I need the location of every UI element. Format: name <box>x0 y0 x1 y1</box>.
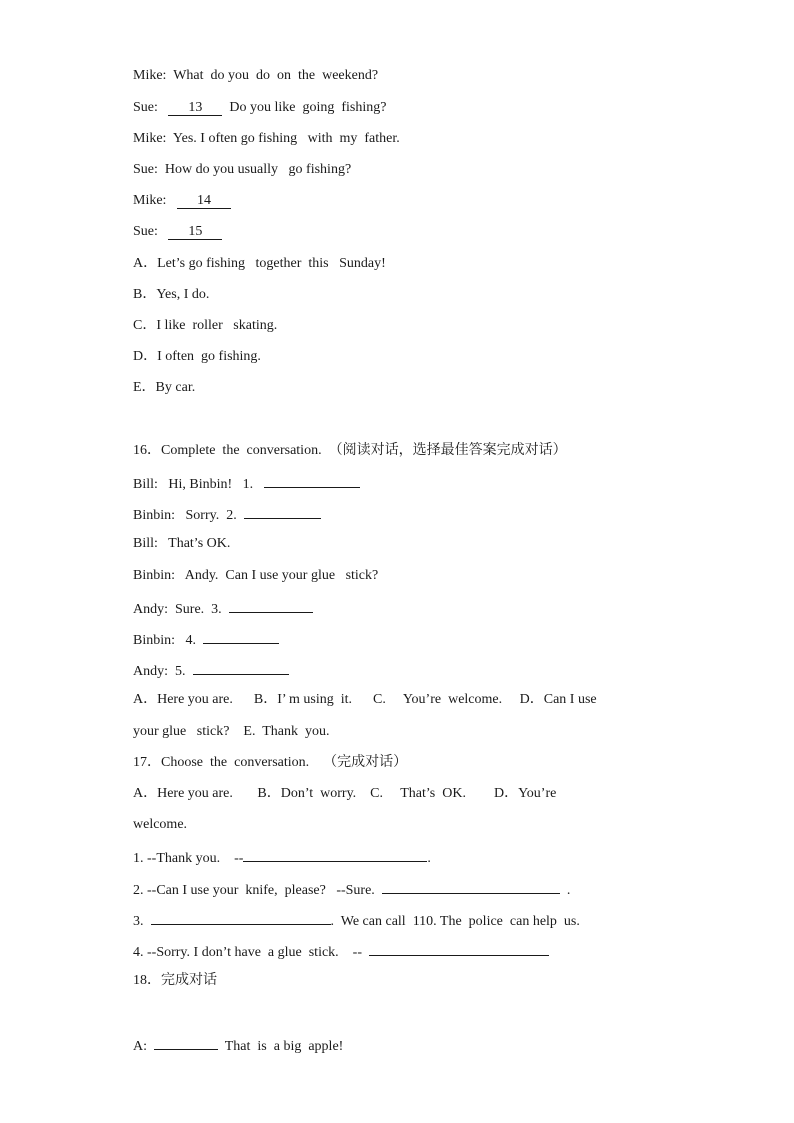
answer-blank-15[interactable]: 15 <box>168 225 222 240</box>
q16-line-1 <box>133 473 360 491</box>
q17-blank-2[interactable] <box>382 879 560 894</box>
dialog-text: Binbin: 4. <box>133 633 204 648</box>
q16-blank-1[interactable] <box>264 473 360 488</box>
dialog-line-sue-3 <box>133 223 222 241</box>
q16-blank-3[interactable] <box>229 598 313 613</box>
sentence-text: . <box>427 851 431 866</box>
dialog-text: Sue: How do you usually go fishing? <box>133 162 352 177</box>
q16-line-4 <box>133 567 378 585</box>
q18-line-1 <box>133 1035 343 1053</box>
option-e <box>133 379 195 397</box>
options-text: A．Here you are. B．I’ m using it. C. You’re welcome. D．Can I use <box>133 692 597 707</box>
q17-blank-1[interactable] <box>243 847 427 862</box>
speaker-label: Mike: <box>133 193 177 208</box>
option-a <box>133 255 386 273</box>
question-title: 18．完成对话 <box>133 973 217 988</box>
q16-blank-5[interactable] <box>193 660 289 675</box>
q18-blank-1[interactable] <box>154 1035 218 1050</box>
speaker-label: Sue: <box>133 224 169 239</box>
question-18-title <box>133 972 217 990</box>
dialog-text: That is a big apple! <box>218 1039 344 1054</box>
q16-line-5 <box>133 598 313 616</box>
dialog-text: Bill: Hi, Binbin! 1. <box>133 477 264 492</box>
option-c <box>133 317 277 335</box>
option-text: D．I often go fishing. <box>133 349 261 364</box>
dialog-text: Mike: What do you do on the weekend? <box>133 68 379 83</box>
option-b <box>133 286 209 304</box>
q16-line-7 <box>133 660 289 678</box>
q17-options-line-2 <box>133 816 187 834</box>
q16-options-line-1 <box>133 691 597 709</box>
sentence-text: . <box>559 883 571 898</box>
q16-line-3 <box>133 535 230 553</box>
question-17-title <box>133 754 407 772</box>
dialog-text: Mike: Yes. I often go fishing with my father. <box>133 131 400 146</box>
dialog-text: Binbin: Sorry. 2. <box>133 508 244 523</box>
speaker-label: A: <box>133 1039 154 1054</box>
q17-options-line-1 <box>133 785 556 803</box>
q16-blank-2[interactable] <box>244 504 321 519</box>
dialog-text: Andy: Sure. 3. <box>133 602 229 617</box>
dialog-line-mike-3 <box>133 192 231 210</box>
dialog-text: Bill: That’s OK. <box>133 536 231 551</box>
dialog-text: Binbin: Andy. Can I use your glue stick? <box>133 568 379 583</box>
speaker-label: Sue: <box>133 100 169 115</box>
q17-blank-4[interactable] <box>369 941 549 956</box>
option-text: A．Let’s go fishing together this Sunday! <box>133 256 386 271</box>
options-text: A．Here you are. B．Don’t worry. C. That’s OK. D．You’re <box>133 786 557 801</box>
dialog-text: Andy: 5. <box>133 664 193 679</box>
sentence-text: 1. --Thank you. -- <box>133 851 244 866</box>
options-text: your glue stick? E. Thank you. <box>133 724 330 739</box>
answer-blank-13[interactable]: 13 <box>168 101 222 116</box>
q17-sentence-3 <box>133 910 580 928</box>
dialog-line-mike-2 <box>133 130 400 148</box>
q17-sentence-2 <box>133 879 570 897</box>
sentence-text: 2. --Can I use your knife, please? --Sure. <box>133 883 382 898</box>
q16-blank-4[interactable] <box>203 629 279 644</box>
question-title: 16．Complete the conversation. （阅读对话，选择最佳答案完成对话） <box>133 443 567 458</box>
answer-blank-14[interactable]: 14 <box>177 194 231 209</box>
sentence-text: . We can call 110. The police can help us. <box>330 914 580 929</box>
options-text: welcome. <box>133 817 188 832</box>
dialog-text: Do you like going fishing? <box>222 100 387 115</box>
option-d <box>133 348 261 366</box>
question-16-title <box>133 442 567 460</box>
dialog-line-sue-2 <box>133 161 351 179</box>
q17-sentence-1 <box>133 847 431 865</box>
q17-blank-3[interactable] <box>151 910 331 925</box>
dialog-line-mike-1 <box>133 67 378 85</box>
q16-line-2 <box>133 504 321 522</box>
question-title: 17．Choose the conversation. （完成对话） <box>133 755 408 770</box>
option-text: B．Yes, I do. <box>133 287 210 302</box>
sentence-text: 3. <box>133 914 151 929</box>
q16-line-6 <box>133 629 279 647</box>
q17-sentence-4 <box>133 941 549 959</box>
option-text: C．I like roller skating. <box>133 318 278 333</box>
option-text: E．By car. <box>133 380 196 395</box>
sentence-text: 4. --Sorry. I don’t have a glue stick. -- <box>133 945 369 960</box>
dialog-line-sue-1 <box>133 99 387 117</box>
q16-options-line-2 <box>133 723 330 741</box>
